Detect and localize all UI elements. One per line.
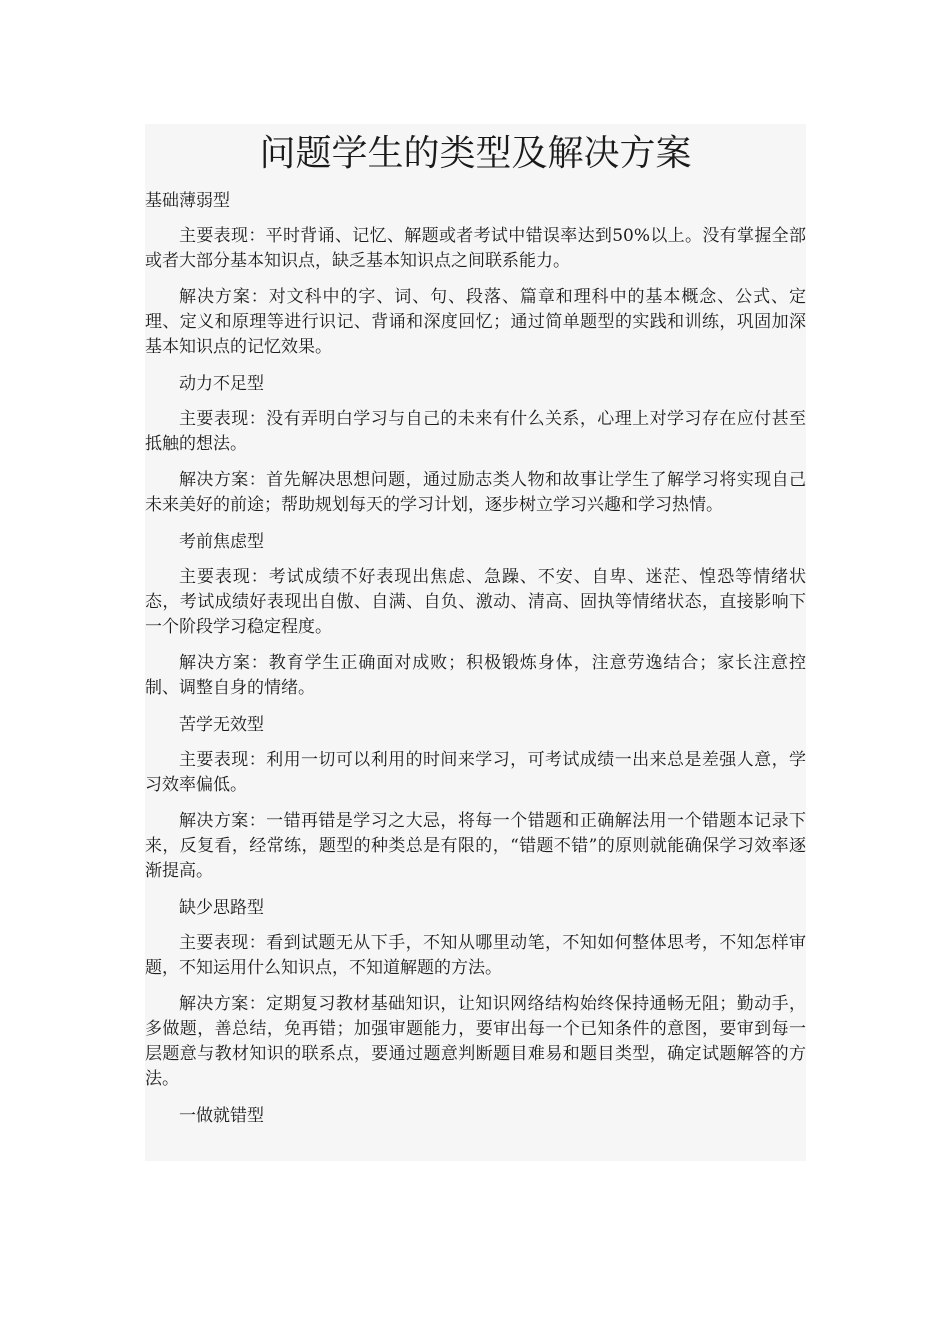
section-heading: 基础薄弱型 xyxy=(145,191,230,211)
section-heading: 一做就错型 xyxy=(179,1106,264,1126)
solution-paragraph: 解决方案：首先解决思想问题，通过励志类人物和故事让学生了解学习将实现自己未来美好的前途；帮助规划每天的学习计划，逐步树立学习兴趣和学习热情。 xyxy=(145,470,806,515)
solution-paragraph: 解决方案：一错再错是学习之大忌，将每一个错题和正确解法用一个错题本记录下来，反复看，经常练，题型的种类总是有限的，“错题不错”的原则就能确保学习效率逐渐提高。 xyxy=(145,811,806,881)
section-ineffective-study xyxy=(145,712,806,884)
section-lack-of-approach xyxy=(145,895,806,1092)
symptom-paragraph: 主要表现：利用一切可以利用的时间来学习，可考试成绩一出来总是差强人意，学习效率偏低。 xyxy=(145,750,806,795)
solution-paragraph: 解决方案：定期复习教材基础知识，让知识网络结构始终保持通畅无阻；勤动手，多做题，善总结，免再错；加强审题能力，要审出每一个已知条件的意图，要审到每一层题意与教材知识的联系点，要通过题意判断题目难易和题目类型，确定试题解答的方法。 xyxy=(145,994,806,1089)
solution-paragraph: 解决方案：教育学生正确面对成败；积极锻炼身体，注意劳逸结合；家长注意控制、调整自身的情绪。 xyxy=(145,653,806,698)
section-heading: 苦学无效型 xyxy=(179,715,264,735)
symptom-paragraph: 主要表现：看到试题无从下手，不知从哪里动笔，不知如何整体思考，不知怎样审题，不知运用什么知识点，不知道解题的方法。 xyxy=(145,933,806,978)
symptom-paragraph: 主要表现：平时背诵、记忆、解题或者考试中错误率达到50%以上。没有掌握全部或者大部分基本知识点，缺乏基本知识点之间联系能力。 xyxy=(145,226,806,271)
document-page xyxy=(145,124,806,1161)
section-heading: 考前焦虑型 xyxy=(179,532,264,552)
section-heading: 缺少思路型 xyxy=(179,898,264,918)
section-heading: 动力不足型 xyxy=(179,374,264,394)
document-title: 问题学生的类型及解决方案 xyxy=(259,133,692,174)
symptom-paragraph: 主要表现：考试成绩不好表现出焦虑、急躁、不安、自卑、迷茫、惶恐等情绪状态，考试成绩好表现出自傲、自满、自负、激动、清高、固执等情绪状态，直接影响下一个阶段学习稳定程度。 xyxy=(145,567,806,637)
section-low-motivation xyxy=(145,371,806,518)
section-basic-weak xyxy=(145,188,806,360)
solution-paragraph: 解决方案：对文科中的字、词、句、段落、篇章和理科中的基本概念、公式、定理、定义和原理等进行识记、背诵和深度回忆；通过简单题型的实践和训练，巩固加深基本知识点的记忆效果。 xyxy=(145,287,806,357)
section-exam-anxiety xyxy=(145,529,806,701)
section-error-prone xyxy=(145,1103,806,1129)
symptom-paragraph: 主要表现：没有弄明白学习与自己的未来有什么关系，心理上对学习存在应付甚至抵触的想法。 xyxy=(145,409,806,454)
